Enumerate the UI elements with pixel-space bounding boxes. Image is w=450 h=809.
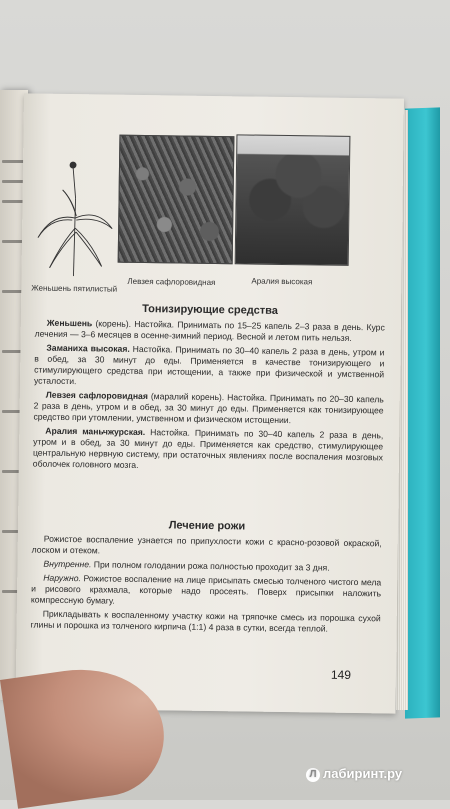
paragraph-intro: Рожистое воспаление узнается по припухлости кожи с красно-розовой окраской, лоском и отеком. (31, 533, 382, 556)
erysipelas-title: Лечение рожи (168, 519, 246, 533)
paragraph-zamanikha: Заманиха высокая. Настойка. Принимать по 30–40 капель 2 раза в день, утром и в обед, за 30 минут до еды. Применяется в качестве тонизирующего и стимулирующего средства при истощении, а также при физической и умственной усталости. (33, 342, 385, 387)
labirint-logo-icon: Л (306, 768, 320, 782)
paragraph-external: Наружно. Рожистое воспаление на лице присыпать смесью толченого чистого мела и рисового крахмала, которые надо просеять. Поверх присыпки наложить компрессную бумагу. (30, 572, 382, 606)
caption-aralia: Аралия высокая (251, 276, 313, 287)
caption-ginseng: Женьшень пятилистый (31, 283, 118, 294)
illustrations (31, 133, 393, 313)
paragraph-aralia: Аралия маньчжурская. Настойка. Принимать по 30–40 капель 2 раза в день, утром и в обед, за 30 минут до еды. Применяется как средство, стимулирующее центральную нервную систему, при остаточных явлениях после воспаления мозговых оболочек головного мозга. (32, 425, 384, 470)
watermark: Л лабиринт.ру (306, 766, 402, 782)
erysipelas-section (30, 518, 382, 639)
page-number: 149 (330, 667, 352, 682)
paragraph-leuzea: Левзея сафлоровидная (маралий корень). Настойка. Принимать по 20–30 капель 2 раза в день, утром и в обед, за 30 минут до еды. Применяется как тонизирующее средство при утомлении, умственном и физическом истощении. (33, 389, 384, 426)
paragraph-last: Прикладывать к воспаленному участку кожи на тряпочке смесь из порошка сухой глины и порошка из толченого кирпича (1:1) 4 раза в сутки, всегда теплой. (30, 608, 381, 634)
caption-leuzea: Левзея сафлоровидная (127, 276, 216, 288)
aralia-photo (235, 134, 351, 266)
paragraph-internal: Внутренне. При полном голодании рожа полностью проходит за 3 дня. (43, 558, 330, 573)
tonic-section (33, 302, 385, 478)
book-cover-edge (405, 107, 440, 718)
paragraph-ginseng: Женьшень (корень). Настойка. Принимать по 15–25 капель 2–3 раза в день. Курс лечения — 3–6 месяцев в осенне-зимний период. Весной и летом пить нельзя. (34, 317, 385, 343)
ginseng-sketch (31, 157, 118, 278)
tonic-title: Тонизирующие средства (142, 303, 278, 317)
book-page (15, 93, 404, 713)
leuzea-photo (118, 135, 235, 265)
